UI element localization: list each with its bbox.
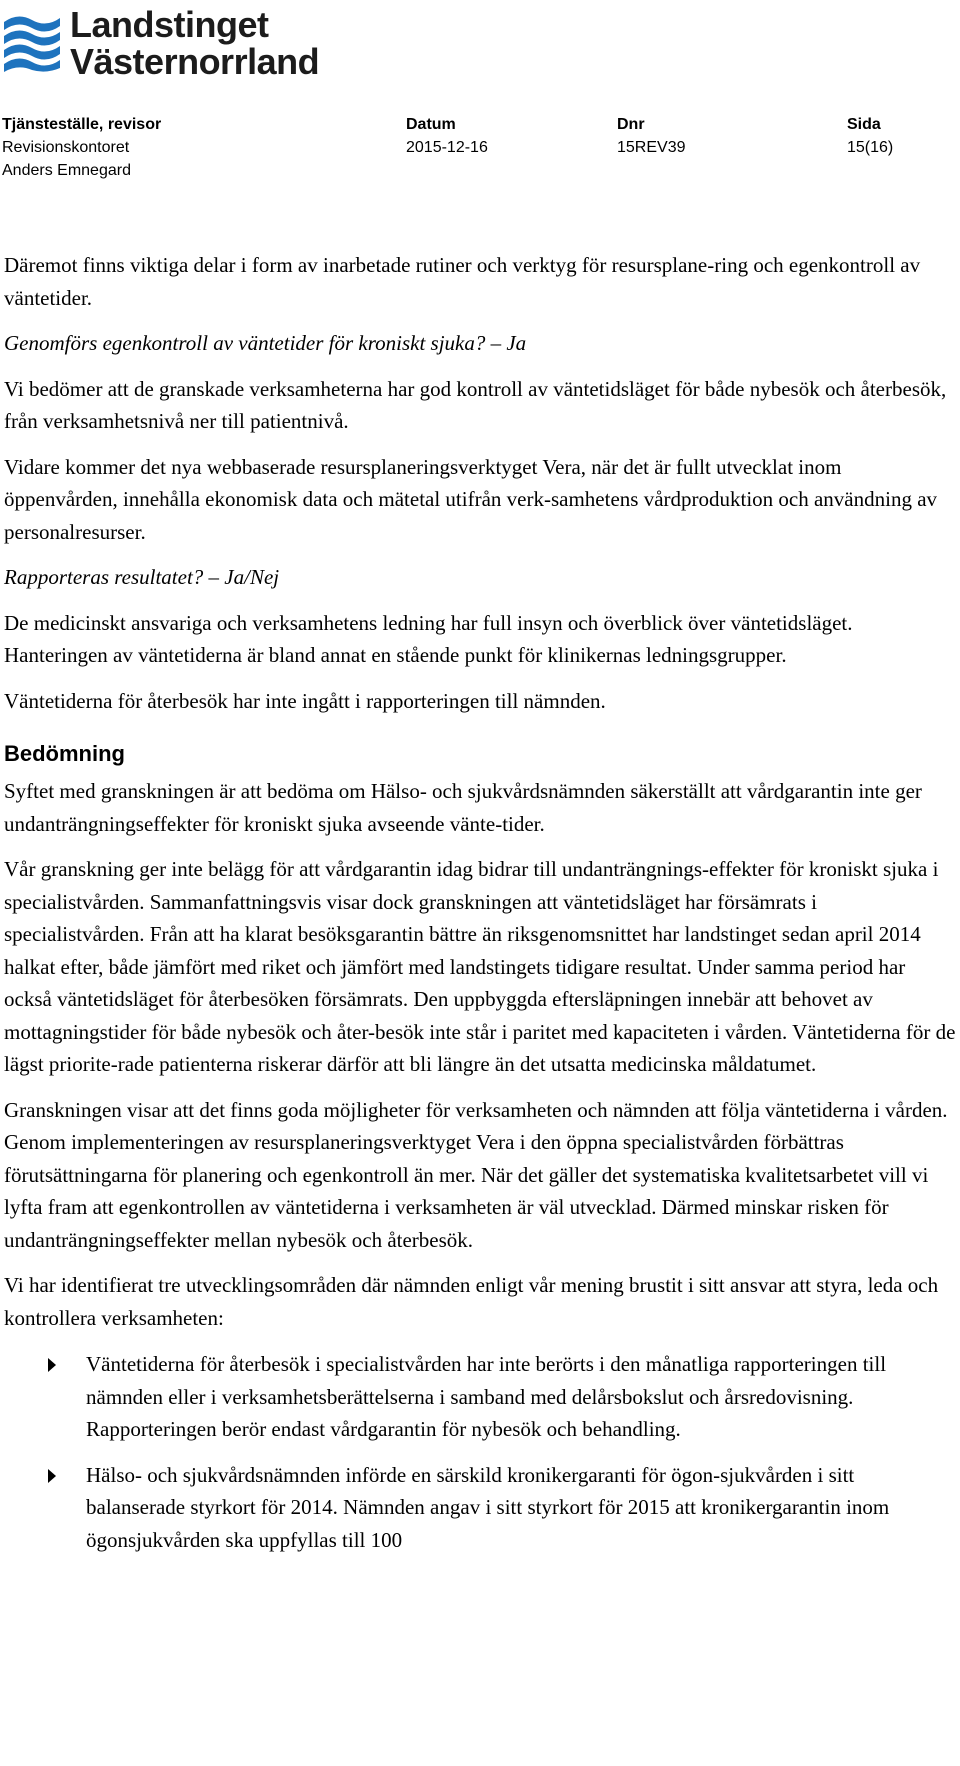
page-label: Sida: [847, 116, 881, 133]
bullet-arrow-icon: [48, 1469, 56, 1483]
date-label: Datum: [406, 116, 456, 133]
paragraph: Vi bedömer att de granskade verksamheterna har god kontroll av väntetidsläget för både nybesök och återbesök, från verksamhetsnivå ner till patientnivå.: [4, 376, 947, 433]
page-column: [847, 113, 893, 159]
paragraph: Vår granskning ger inte belägg för att vårdgarantin idag bidrar till undanträngnings-effekter för kroniskt sjuka i specialistvården. Sammanfattningsvis visar dock granskningen att väntetidsläget har försämrats i specialistvården. Från att ha klarat besöksgarantin bättre än riksgenomsnittet har landstinget sedan april 2014 halkat efter, både jämfört med riket och jämfört med landstingets tidigare resultat. Under samma period har också väntetidsläget för återbesöken försämrats. Den uppbyggda eftersläpningen innebär att behovet av mottagningstider för både nybesök och åter-besök inte står i paritet med kapaciteten i vården. Väntetiderna för de lägst priorite-rade patienterna riskerar därför att bli längre än det utsatta medicinska måldatumet.: [4, 857, 956, 1076]
paragraph: De medicinskt ansvariga och verksamhetens ledning har full insyn och överblick över väntetidsläget. Hanteringen av väntetiderna är bland annat en stående punkt för klinikernas ledningsgrupper.: [4, 610, 853, 667]
office-column: [2, 113, 161, 182]
logo-line-1: Landstinget: [70, 4, 269, 45]
paragraph: Väntetiderna för återbesök har inte ingått i rapporteringen till nämnden.: [4, 688, 606, 713]
section-heading: Bedömning: [4, 741, 125, 766]
paragraph: Vidare kommer det nya webbaserade resursplaneringsverktyget Vera, när det är fullt utvecklat inom öppenvården, innehålla ekonomisk data och mätetal utifrån verk-samhetens vårdproduktion och användning av personalresurser.: [4, 454, 938, 544]
question-heading: Genomförs egenkontroll av väntetider för kroniskt sjuka? – Ja: [4, 331, 527, 355]
dnr-value: 15REV39: [617, 139, 686, 156]
paragraph: Syftet med granskningen är att bedöma om Hälso- och sjukvårdsnämnden säkerställt att vårdgarantin inte ger undanträngningseffekter för kroniskt sjuka avseende vänte-tider.: [4, 779, 922, 836]
bullet-arrow-icon: [48, 1358, 56, 1372]
dnr-label: Dnr: [617, 116, 645, 133]
document-body: [4, 249, 956, 1569]
date-value: 2015-12-16: [406, 139, 488, 156]
list-item: [4, 1459, 956, 1557]
office-label: Tjänsteställe, revisor: [2, 116, 162, 133]
date-column: [406, 113, 488, 159]
logo-emblem-icon: [2, 8, 64, 74]
logo-wordmark: [70, 6, 319, 80]
dnr-column: [617, 113, 686, 159]
author-value: Anders Emnegard: [2, 162, 131, 179]
list-item: [4, 1348, 956, 1446]
paragraph: Vi har identifierat tre utvecklingsområden där nämnden enligt vår mening brustit i sitt ansvar att styra, leda och kontrollera verksamheten:: [4, 1273, 939, 1330]
page-number: 15(16): [847, 139, 894, 156]
paragraph: Granskningen visar att det finns goda möjligheter för verksamheten och nämnden att följa väntetiderna i vården. Genom implementeringen av resursplaneringsverktyget Vera i den öppna specialistvården förbättras förutsättningarna för planering och egenkontroll än mer. När det gäller det systematiska kvalitetsarbetet vill vi lyfta fram att egenkontrollen av väntetiderna i verksamheten är väl utvecklad. Därmed minskar risken för undanträngningseffekter mellan nybesök och återbesök.: [4, 1097, 948, 1252]
list-item-text: Hälso- och sjukvårdsnämnden införde en särskild kronikergaranti för ögon-sjukvården i sitt balanserade styrkort för 2014. Nämnden angav i sitt styrkort för 2015 att kronikergarantin inom ögonsjukvården ska uppfyllas till 100: [86, 1462, 890, 1552]
organization-logo: [2, 6, 322, 80]
logo-line-2: Västernorrland: [70, 41, 320, 82]
office-value: Revisionskontoret: [2, 139, 130, 156]
question-heading: Rapporteras resultatet? – Ja/Nej: [4, 565, 280, 589]
paragraph: Däremot finns viktiga delar i form av inarbetade rutiner och verktyg för resursplane-ring och egenkontroll av väntetider.: [4, 253, 921, 310]
list-item-text: Väntetiderna för återbesök i specialistvården har inte berörts i den månatliga rapporteringen till nämnden eller i verksamhetsberättelserna i samband med delårsbokslut och årsredovisning. Rapporteringen berör endast vårdgarantin för nybesök och behandling.: [86, 1352, 887, 1441]
bullet-list: [4, 1348, 956, 1556]
